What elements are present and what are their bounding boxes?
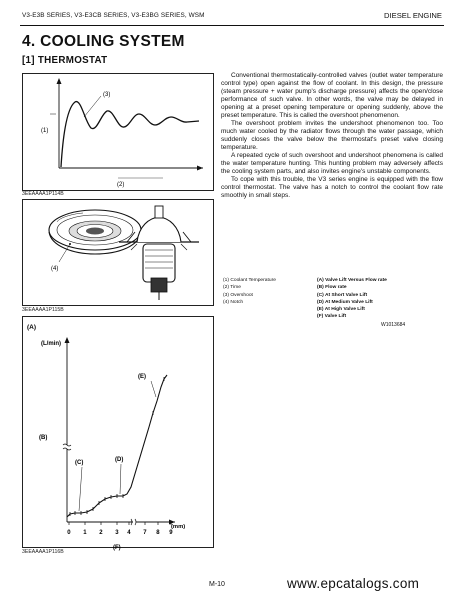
legend-item: (C) At Short Valve Lift (317, 292, 368, 298)
paragraph-1: Conventional thermostatically-controlled valves (outlet water temperature control type) open against the flow of coolant. In this design, the pressure (steam pressure + water pump's discharge pressure) affects the open/close performance of such valve. In other words, the valve may be delayed in opening at a preset opening temperature or opening suddenly, above the preset temperature. This is called the overshoot phenomenon. (221, 72, 443, 119)
watermark-url[interactable]: www.epcatalogs.com (287, 576, 420, 591)
header-divider (20, 25, 444, 26)
legend-item: (E) At High Valve Lift (317, 307, 365, 313)
figure1-caption: 3EEAAAA1P114B (22, 191, 64, 197)
x-ticks (67, 522, 173, 536)
section-subtitle: [1] THERMOSTAT (22, 55, 108, 66)
x-tick-label: 1 (83, 530, 87, 536)
figure2-caption: 3EEAAAA1P115B (22, 307, 64, 313)
header-section: DIESEL ENGINE (384, 11, 442, 20)
legend-item: (B) Flow rate (317, 285, 347, 291)
legend-item: (A) Valve Lift Versus Flow rate (317, 278, 387, 283)
page-title: 4. COOLING SYSTEM (22, 33, 185, 50)
chart-panel-label: (A) (27, 324, 37, 331)
legend-item: (F) Valve Lift (317, 314, 347, 320)
thermostat-svg (23, 200, 213, 305)
label-d: (D) (115, 457, 124, 463)
label-c: (C) (75, 460, 84, 466)
legend-item: (4) Notch (223, 299, 244, 305)
valve-disk (49, 210, 141, 254)
figure-thermostat-illustration (22, 199, 214, 306)
legend-item: (1) Coolant Temperature (223, 278, 276, 283)
figure-temperature-graph (22, 73, 214, 191)
x-tick-label: 2 (99, 530, 103, 536)
label-3: (3) (103, 92, 111, 98)
x-tick-label: 4 (127, 530, 131, 536)
body-text (221, 72, 443, 200)
x-tick-label: 9 (169, 530, 173, 536)
x-tick-label: 7 (143, 530, 147, 536)
figure-flow-chart (22, 316, 214, 551)
legend-item: (3) Overshoot (223, 292, 253, 298)
paragraph-2: The overshoot problem invites the undershoot phenomenon too. Too much water cooled by the radiator flows through the water passage, which suddenly closes the valve below the thermostat's preset valve closing temperature. (221, 120, 443, 151)
curve-markers (70, 377, 164, 516)
flow-chart-svg (23, 317, 213, 551)
figure-code: W1013684 (381, 322, 406, 328)
figure3-caption: 3EEAAAA1P116B (22, 549, 64, 555)
label-2: (2) (117, 182, 125, 188)
x-unit-label: (mm) (171, 524, 186, 530)
page-number: M-10 (209, 581, 225, 588)
temperature-graph-svg (23, 74, 213, 190)
x-tick-label: 3 (115, 530, 119, 536)
x-axis-label: (F) (113, 545, 121, 551)
x-tick-label: 8 (156, 530, 160, 536)
legend-item: (2) Time (223, 285, 241, 291)
header-series: V3-E3B SERIES, V3-E3CB SERIES, V3-E3BG SERIES, WSM (22, 12, 205, 19)
legend-left (223, 277, 276, 306)
label-4: (4) (51, 266, 59, 272)
temperature-curve (61, 102, 199, 167)
paragraph-3: A repeated cycle of such overshoot and undershoot phenomena is called the water temperature hunting. This hunting problem may adversely affects the cooling system parts, and also invites engine's unstable components. (221, 152, 443, 175)
label-e: (E) (138, 374, 146, 380)
label-1: (1) (41, 128, 49, 134)
paragraph-4: To cope with this trouble, the V3 series engine is equipped with the flow control thermostat. The valve has a notch to control the coolant flow rate smoothly in small steps. (221, 176, 443, 199)
x-tick-label: 0 (67, 530, 71, 536)
y-axis-label: (B) (39, 435, 48, 441)
legend-right (317, 277, 387, 321)
legend-item: (D) At Medium Valve Lift (317, 299, 373, 305)
y-unit-label: (L/min) (41, 341, 61, 347)
